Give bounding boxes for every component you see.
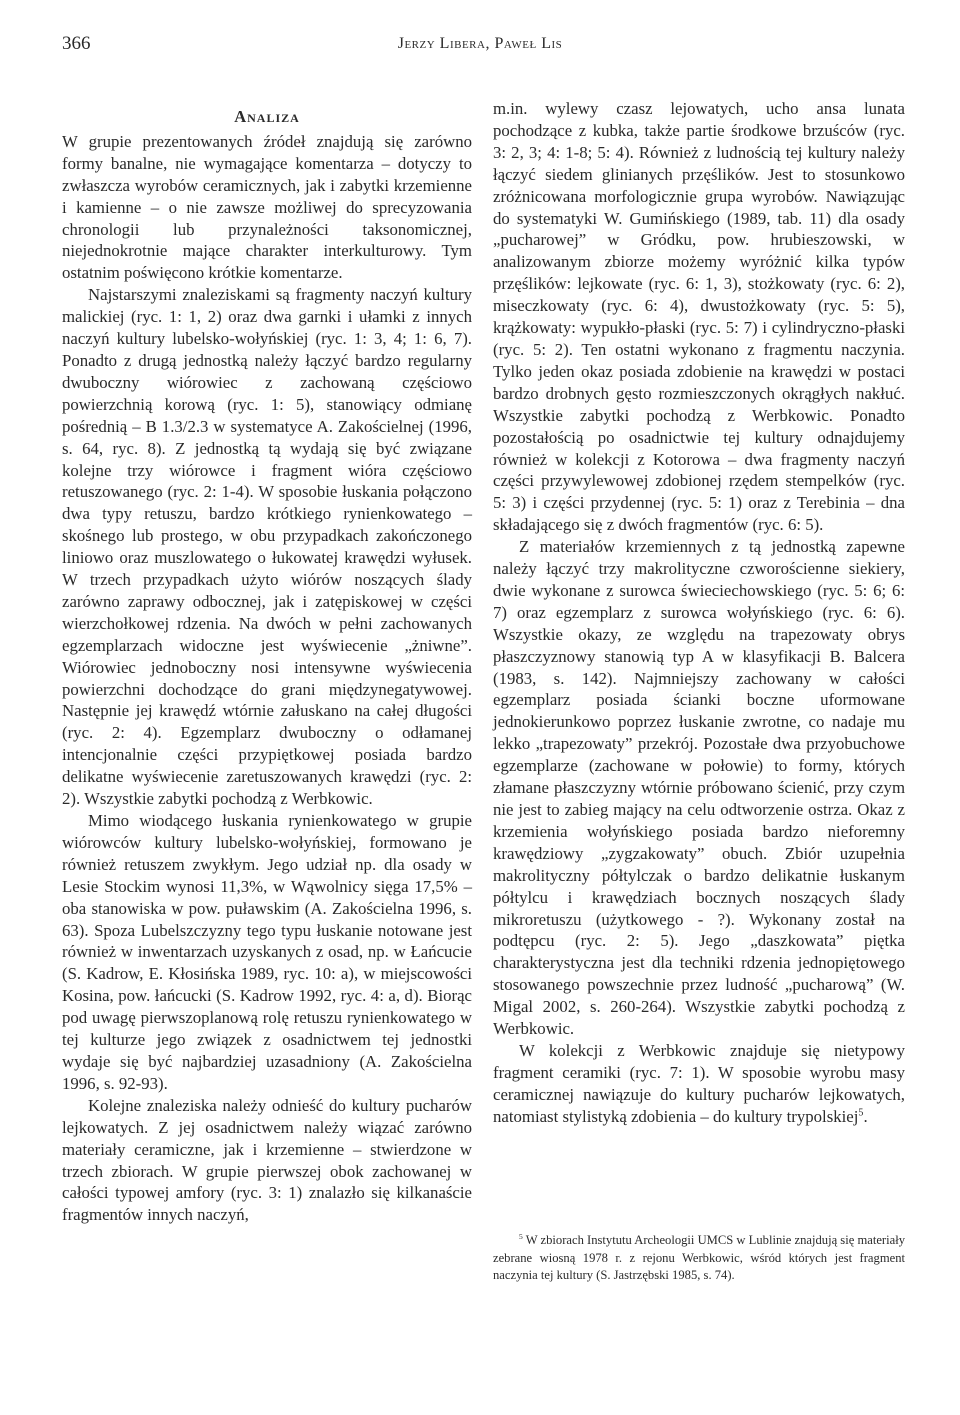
paragraph: W grupie prezentowanych źródeł znajdują się zarówno formy banalne, nie wymagające komentarza – dotyczy to zwłaszcza wyrobów ceramicznych, jak i zabytki krzemienne i kamienne – o nie zawsze możliwej do sprecyzowania chronologii lub przynależności taksonomicznej, niejednokrotnie mające charakter interkulturowy. Tym ostatnim poświęcono krótkie komentarze. xyxy=(62,131,472,283)
footnote-text: W zbiorach Instytutu Archeologii UMCS w Lublinie znajdują się materiały zebrane wiosną 1978 r. z rejonu Werbkowic, wśród których jest fragment naczynia tej kultury (S. Jastrzębski 1985, s. 74). xyxy=(493,1233,906,1283)
paragraph: Kolejne znaleziska należy odnieść do kultury pucharów lejkowatych. Z jej osadnictwem należy wiązać zarówno materiały ceramiczne, jak i krzemienne – stwierdzone w trzech zbiorach. W grupie pierwszej obok zachowanej w całości typowej amfory (ryc. 3: 1) znalazło się kilkanaście fragmentów innych naczyń, xyxy=(62,1095,472,1225)
sentence-end: . xyxy=(863,1106,868,1126)
footnote-reference: 5 xyxy=(858,1107,864,1119)
paragraph: m.in. wylewy czasz lejowatych, ucho ansa lunata pochodzące z kubka, także partie środkowe brzuśców (ryc. 3: 2, 3; 4: 1-8; 5: 4). Również z ludnością tej kultury należy łączyć siedem glinianych przęślików. Jest to stosunkowo zróżnicowana morfologicznie grupa wyrobów. Nawiązując do systematyki W. Gumińskiego (1989, tab. 11) dla osady „pucharowej” w Gródku, pow. hrubieszowski, w analizowanym zbiorze możemy wyróżnić kilka typów przęślików: lejkowate (ryc. 6: 1, 3), stożkowaty (ryc. 6: 2), miseczkowaty (ryc. 6: 4), dwustożkowaty (ryc. 5: 5), krążkowaty: wypukło-płaski (ryc. 5: 7) i cylindryczno-płaski (ryc. 5: 2). Ten ostatni wykonano z fragmentu naczynia. Tylko jeden okaz posiada zdobienie na krawędzi w postaci bardzo drobnych gęsto rozmieszczonych okrągłych nakłuć. Wszystkie zabytki pochodzą z Werbkowic. Ponadto pozostałością po osadnictwie tej kultury odnajdujemy również w kolekcji z Kotorowa – dwa fragmenty naczyń części przywylewowej zdobionej rzędem stempelków (ryc. 5: 3) i części przydennej (ryc. 5: 1) oraz z Terebinia – dna składającego się z dwóch fragmentów (ryc. 6: 5). xyxy=(493,99,905,535)
footnote xyxy=(493,1232,905,1285)
paragraph-text: W kolekcji z Werbkowic znajduje się nietypowy fragment ceramiki (ryc. 7: 1). W sposobie wyrobu masy ceramicznej nawiązuje do kultury pucharów lejkowatych, natomiast stylistyką zdobienia – do kultury trypolskiej xyxy=(493,1040,905,1126)
left-column xyxy=(62,98,472,1226)
running-header-authors: Jerzy Libera, Paweł Lis xyxy=(397,35,563,52)
section-heading: Analiza xyxy=(234,107,300,126)
paragraph: Mimo wiodącego łuskania rynienkowatego w grupie wiórowców kultury lubelsko-wołyńskiej, formowano je również retuszem zwykłym. Jego udział np. dla osady w Lesie Stockim wynosi 11,3%, w Wąwolnicy sięga 17,5% – oba stanowiska w pow. puławskim (A. Zakościelna 1996, s. 63). Spoza Lubelszczyzny tego typu łuskanie notowane jest również w inwentarzach uzyskanych z osad, np. w Łańcucie (S. Kadrow, E. Kłosińska 1989, ryc. 10: a), w miejscowości Kosina, pow. łańcucki (S. Kadrow 1992, ryc. 4: a, d). Biorąc pod uwagę pierwszoplanową rolę retuszu rynienkowatego w tej kulturze jego związek z osadnictwem tej jednostki wydaje się być najbardziej uzasadniony (A. Zakościelna 1996, s. 92-93). xyxy=(62,811,472,1093)
paragraph: Z materiałów krzemiennych z tą jednostką zapewne należy łączyć trzy makrolityczne czworościenne siekiery, dwie wykonane z surowca świeciechowskiego (ryc. 5: 6; 6: 7) oraz egzemplarz z surowca wołyńskiego (ryc. 6: 6). Wszystkie okazy, ze względu na trapezowaty obrys płaszczyznowy stanowią typ A w klasyfikacji B. Balcera (1983, s. 142). Najmniejszy zachowany w całości egzemplarz posiada ścianki boczne uformowane jednokierunkowo poprzez łuskanie zwrotne, co nadaje mu lekko „trapezowaty” przekrój. Pozostałe dwa przyobuchowe egzemplarze (zachowane w połowie) to formy, których złamane płaszczyzny wtórnie próbowano ścienić, przy czym nie jest to zabieg mający na celu odtworzenie ostrza. Okaz z krzemienia wołyńskiego posiada bardzo nieforemny krawędziowy „zygzakowaty” obuch. Zbiór uzupełnia makrolityczny półtylczak o bardzo delikatnie łuskanym półtylcu i krawędziach bocznych noszących ślady mikroretuszu (użytkowego - ?). Wykonany został na podtępcu (ryc. 2: 5). Jego „daszkowata” piętka charakterystyczna jest dla techniki rdzenia jednopiętowego stosowanego powszechnie przez ludność „pucharową” (W. Migal 2002, s. 260-264). Wszystkie zabytki pochodzą z Werbkowic. xyxy=(493,537,905,1039)
right-column xyxy=(493,98,905,1128)
page-number: 366 xyxy=(62,33,91,54)
paragraph: Najstarszymi znaleziskami są fragmenty naczyń kultury malickiej (ryc. 1: 1, 2) oraz dwa garnki i ułamki z innych naczyń kultury lubelsko-wołyńskiej (ryc. 1: 3, 4; 1: 6, 7). Ponadto z drugą jednostką należy łączyć bardzo regularny dwuboczny wiórowiec z zachowaną częściowo powierzchnią korową (ryc. 1: 5), stanowiący odmianę pośrednią – B 1.3/2.3 w systematyce A. Zakościelnej (1996, s. 64, ryc. 8). Z jednostką tą wydają się być związane kolejne trzy wiórowce i fragment wióra częściowo retuszowanego (ryc. 2: 1-4). W sposobie łuskania połączono dwa typy retuszu, bardzo krótkiego rynienkowatego – skośnego lub prostego, w obu przypadkach zakończonego liniowo oraz muszlowatego o łukowatej krawędzi wyłusek. W trzech przypadkach użyto wiórów noszących ślady zarówno zaprawy odbocznej, jak i zatępiskowej w części wierzchołkowej rdzenia. Na dwóch w pełni zachowanych egzemplarzach widoczne jest wyświecenie „żniwne”. Wiórowiec jednoboczny nosi intensywne wyświecenia powierzchni dochodzące do grani międzynegatywowej. Następnie jej krawędź wtórnie załuskano na całej długości (ryc. 2: 4). Egzemplarz dwuboczny o odłamanej intencjonalnie części przypiętkowej posiada bardzo delikatne wyświecenie zaretuszowanych krawędzi (ryc. 2: 2). Wszystkie zabytki pochodzą z Werbkowic. xyxy=(62,285,472,809)
paragraph-with-note xyxy=(493,1040,905,1128)
footnote-number: 5 xyxy=(519,1231,523,1241)
running-header xyxy=(62,33,898,59)
